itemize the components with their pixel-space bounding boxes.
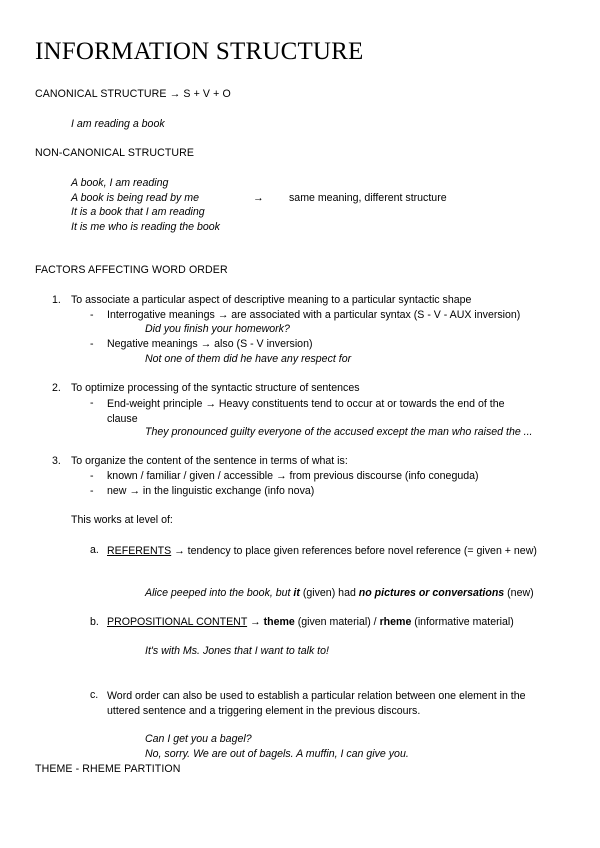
referents-line (107, 544, 547, 559)
sub-item-text: Interrogative meanings → are associated with a particular syntax (S - V - AUX inversion) (107, 309, 521, 321)
rheme-term: rheme (379, 616, 412, 628)
example-sentence: It's with Ms. Jones that I want to talk to! (145, 645, 329, 657)
works-at-level: This works at level of: (71, 514, 173, 526)
noncanonical-example: It is a book that I am reading (71, 206, 205, 218)
list-item-text: To organize the content of the sentence in terms of what is: (71, 455, 348, 467)
noncanonical-example: A book, I am reading (71, 177, 169, 189)
noncanonical-example: It is me who is reading the book (71, 221, 220, 233)
sub-item-text: new → in the linguistic exchange (info nova) (107, 485, 315, 497)
dash-bullet: - (90, 485, 94, 497)
sub-item-text: Negative meanings → also (S - V inversion) (107, 338, 313, 350)
list-number: 3. (52, 455, 61, 467)
dash-bullet: - (90, 309, 94, 321)
example-part: (given) had (299, 587, 359, 599)
dash-bullet: - (90, 470, 94, 482)
noncanonical-note: same meaning, different structure (289, 192, 447, 204)
list-number: 1. (52, 294, 61, 306)
example-sentence: They pronounced guilty everyone of the accused except the man who raised the ... (145, 426, 533, 438)
example-new-phrase: no pictures or conversations (358, 587, 505, 599)
page-title: INFORMATION STRUCTURE (35, 38, 364, 65)
rheme-note: (informative material) (411, 616, 514, 628)
example-part: Alice peeped into the book, but (145, 587, 294, 599)
referents-label: REFERENTS (107, 545, 172, 557)
noncanonical-heading: NON-CANONICAL STRUCTURE (35, 147, 195, 159)
propositional-label: PROPOSITIONAL CONTENT (107, 616, 248, 628)
example-part: (new) (504, 587, 534, 599)
list-item-text: Word order can also be used to establish a particular relation between one element in the uttered sentence and a triggering element in the previous discours. (107, 690, 526, 717)
theme-note: (given material) / (294, 616, 380, 628)
example-sentence: Can I get you a bagel? (145, 733, 252, 745)
example-sentence: Not one of them did he have any respect for (145, 353, 352, 365)
referents-text: → tendency to place given references before novel reference (= given + new) (171, 545, 537, 557)
list-letter: c. (90, 689, 99, 701)
sub-item-text: End-weight principle → Heavy constituents tend to occur at or towards the end of the clause (107, 398, 505, 425)
canonical-example: I am reading a book (71, 118, 165, 130)
theme-term: theme (263, 616, 295, 628)
dash-bullet: - (90, 397, 94, 409)
list-item-text: To optimize processing of the syntactic structure of sentences (71, 382, 360, 394)
list-letter: b. (90, 616, 99, 628)
arrow-symbol: → (247, 616, 264, 628)
theme-rheme-heading: THEME - RHEME PARTITION (35, 763, 181, 775)
factors-heading: FACTORS AFFECTING WORD ORDER (35, 264, 228, 276)
dash-bullet: - (90, 338, 94, 350)
example-sentence (145, 587, 534, 599)
example-given-word: it (293, 587, 300, 599)
example-sentence: Did you finish your homework? (145, 323, 290, 335)
canonical-heading: CANONICAL STRUCTURE → S + V + O (35, 88, 231, 100)
sub-item-text: known / familiar / given / accessible → from previous discourse (info coneguda) (107, 470, 479, 482)
propositional-line (107, 616, 514, 628)
list-letter: a. (90, 544, 99, 556)
example-sentence: No, sorry. We are out of bagels. A muffin, I can give you. (145, 748, 409, 760)
arrow-symbol: → (253, 192, 264, 204)
noncanonical-example: A book is being read by me (71, 192, 199, 204)
list-item-text: To associate a particular aspect of descriptive meaning to a particular syntactic shape (71, 294, 472, 306)
list-number: 2. (52, 382, 61, 394)
